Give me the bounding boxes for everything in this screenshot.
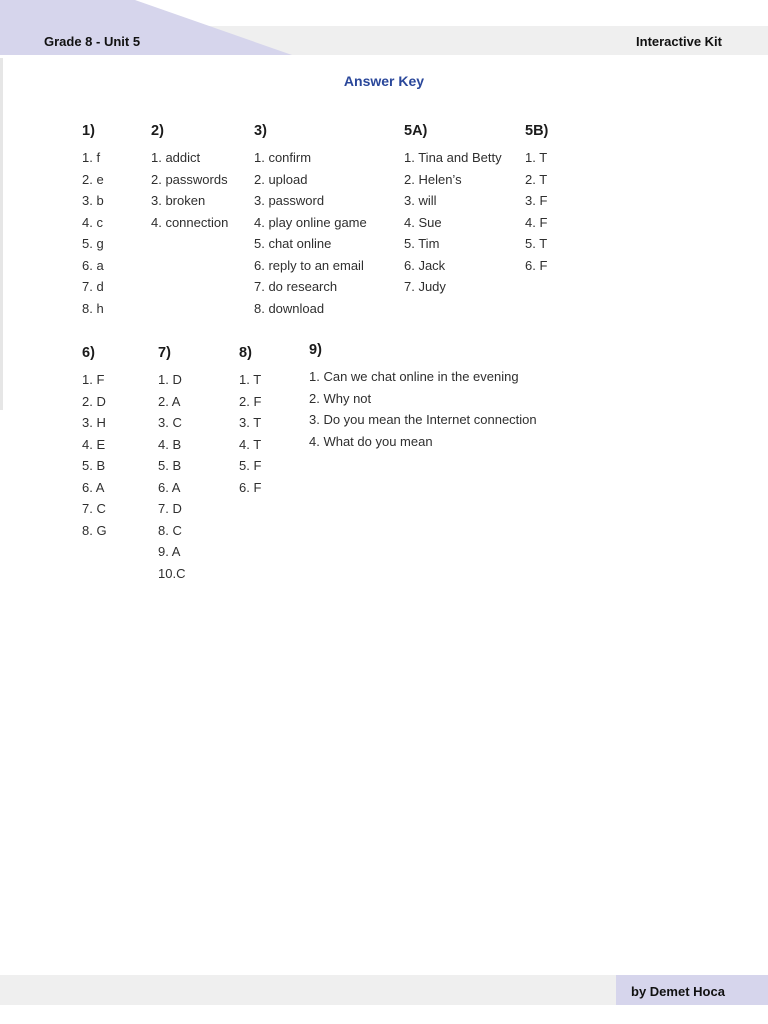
- answer-item: 4. T: [239, 436, 262, 452]
- section-5b: [525, 122, 548, 276]
- section-heading: 3): [254, 123, 267, 139]
- answer-item: 5. Tim: [404, 236, 440, 251]
- answer-item: 1. F: [82, 372, 105, 387]
- answer-item: 1. T: [239, 372, 262, 387]
- answer-item: 5. F: [239, 458, 262, 473]
- answer-item: 5. T: [525, 236, 548, 251]
- answer-item: 6. a: [82, 257, 104, 273]
- answer-item: 1. addict: [151, 150, 201, 165]
- answer-item: 4. B: [158, 436, 182, 452]
- answer-item: 7. d: [82, 279, 104, 294]
- answer-item: 7. Judy: [404, 279, 446, 294]
- answer-item: 2. upload: [254, 171, 308, 187]
- answer-list: [525, 147, 548, 276]
- answer-item: 8. download: [254, 300, 325, 316]
- answer-item: 3. H: [82, 415, 106, 430]
- left-edge-strip: [0, 58, 3, 410]
- answer-item: 5. chat online: [254, 236, 332, 251]
- page-title: Answer Key: [343, 73, 425, 89]
- answer-list: [239, 369, 261, 498]
- answer-item: 3. C: [158, 415, 182, 430]
- answer-list: [254, 147, 367, 319]
- answer-list: [82, 369, 107, 541]
- answer-item: 4. What do you mean: [309, 433, 433, 449]
- answer-item: 8. G: [82, 522, 107, 538]
- answer-item: 4. Sue: [404, 214, 442, 230]
- answer-item: 3. password: [254, 193, 325, 208]
- answer-item: 3. b: [82, 193, 104, 208]
- answer-item: 7. D: [158, 501, 182, 516]
- answer-item: 2. A: [158, 393, 181, 409]
- answer-list: [158, 369, 185, 584]
- answer-item: 6. F: [525, 257, 548, 273]
- answer-item: 6. reply to an email: [254, 257, 364, 273]
- answer-list: [151, 147, 228, 233]
- answer-item: 6. F: [239, 479, 262, 495]
- answer-list: [82, 147, 104, 319]
- answer-item: 6. A: [158, 479, 181, 495]
- answer-item: 2. Helen’s: [404, 171, 462, 187]
- answer-item: 1. D: [158, 372, 182, 387]
- answer-item: 3. broken: [151, 193, 206, 208]
- section-heading: 8): [239, 345, 252, 361]
- section-heading: 5B): [525, 123, 549, 139]
- answer-item: 4. connection: [151, 214, 229, 230]
- answer-item: 4. F: [525, 214, 548, 230]
- section-5a: [404, 122, 502, 298]
- header-grade-unit: Grade 8 - Unit 5: [44, 34, 141, 49]
- answer-item: 4. c: [82, 214, 103, 230]
- section-1: [82, 122, 104, 319]
- answer-item: 7. do research: [254, 279, 338, 294]
- answer-item: 6. A: [82, 479, 105, 495]
- answer-item: 3. will: [404, 193, 437, 208]
- answer-list: [309, 366, 537, 452]
- answer-item: 8. C: [158, 522, 182, 538]
- answer-item: 2. F: [239, 393, 262, 409]
- answer-item: 4. play online game: [254, 214, 367, 230]
- section-heading: 2): [151, 123, 164, 139]
- answer-item: 1. confirm: [254, 150, 312, 165]
- answer-item: 2. T: [525, 171, 548, 187]
- section-3: [254, 122, 367, 319]
- answer-item: 1. Tina and Betty: [404, 150, 502, 165]
- answer-item: 3. F: [525, 193, 548, 208]
- answer-list: [404, 147, 502, 298]
- answer-item: 2. passwords: [151, 171, 228, 187]
- section-heading: 9): [309, 342, 322, 358]
- answer-item: 7. C: [82, 501, 106, 516]
- answer-item: 2. e: [82, 171, 104, 187]
- answer-item: 5. B: [82, 458, 106, 473]
- section-8: [239, 344, 261, 498]
- answer-item: 2. Why not: [309, 390, 372, 406]
- answer-item: 6. Jack: [404, 257, 446, 273]
- section-heading: 7): [158, 345, 171, 361]
- answer-item: 1. f: [82, 150, 101, 165]
- answer-item: 3. T: [239, 415, 262, 430]
- section-heading: 5A): [404, 123, 428, 139]
- answer-item: 9. A: [158, 544, 181, 559]
- header-kit-name: Interactive Kit: [636, 34, 722, 49]
- footer-author: by Demet Hoca: [631, 984, 725, 999]
- answer-item: 1. Can we chat online in the evening: [309, 369, 519, 384]
- section-heading: 1): [82, 123, 95, 139]
- answer-item: 4. E: [82, 436, 106, 452]
- answer-item: 5. B: [158, 458, 182, 473]
- answer-item: 2. D: [82, 393, 106, 409]
- answer-item: 5. g: [82, 236, 104, 251]
- section-6: [82, 344, 107, 541]
- section-9: [309, 341, 537, 452]
- answer-item: 1. T: [525, 150, 548, 165]
- answer-item: 10.C: [158, 565, 186, 581]
- answer-item: 3. Do you mean the Internet connection: [309, 412, 537, 427]
- answer-item: 8. h: [82, 300, 104, 316]
- section-2: [151, 122, 228, 233]
- section-heading: 6): [82, 345, 95, 361]
- section-7: [158, 344, 185, 584]
